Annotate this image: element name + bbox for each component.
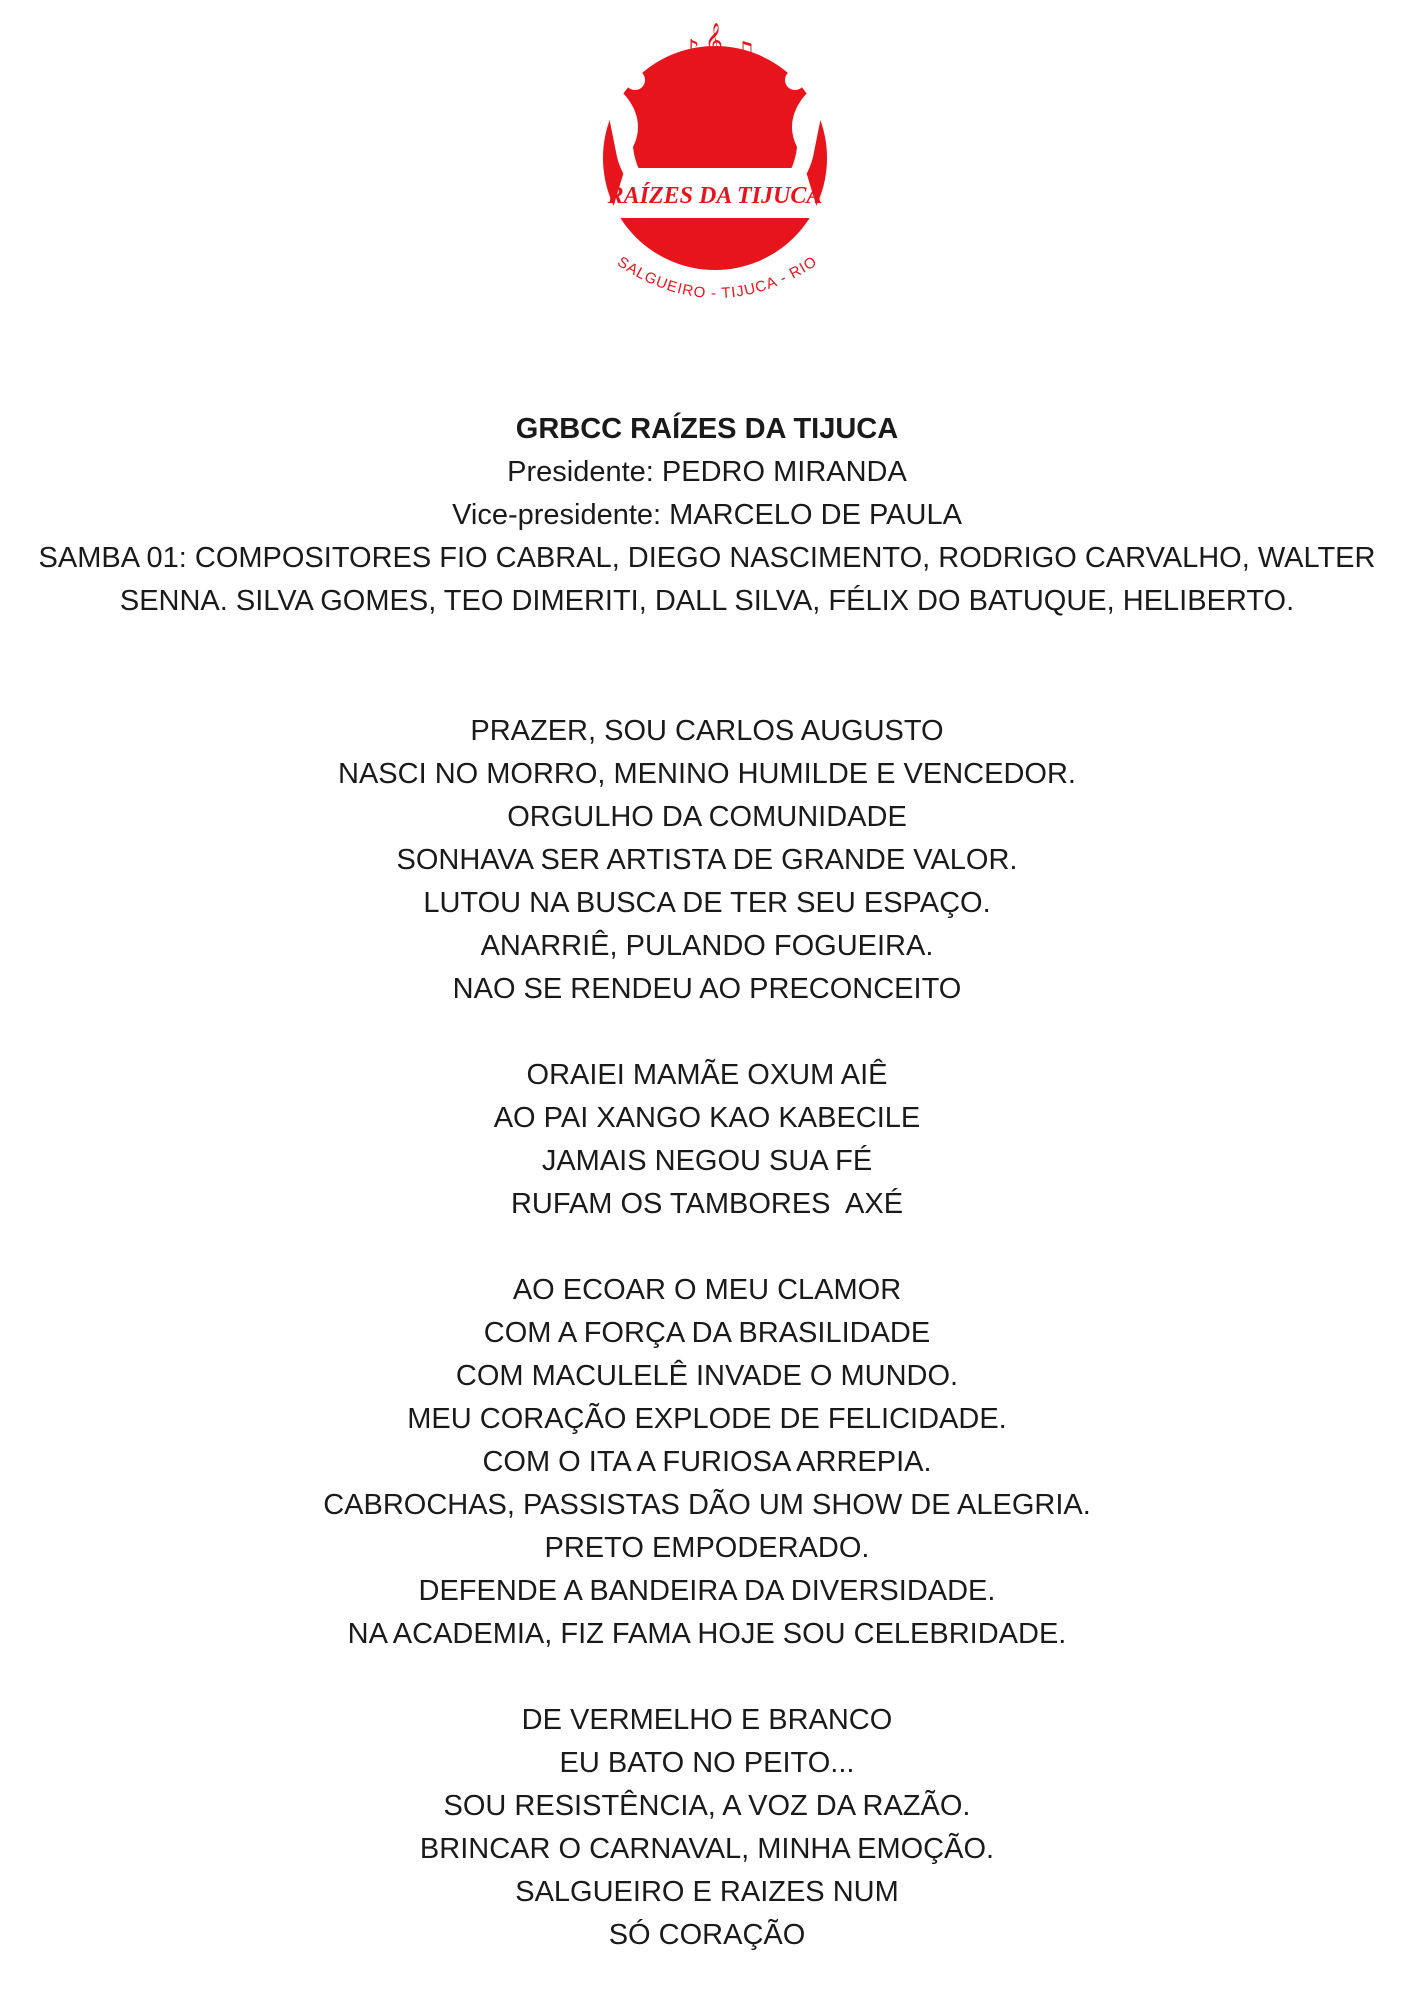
logo-emblem (555, 18, 875, 338)
logo-text-main: RAÍZES DA TIJUCA (607, 183, 823, 209)
president-line: Presidente: PEDRO MIRANDA (507, 456, 907, 488)
lyric-line: SONHAVA SER ARTISTA DE GRANDE VALOR. (396, 844, 1018, 876)
composers-line-2: SENNA. SILVA GOMES, TEO DIMERITI, DALL SILVA, FÉLIX DO BATUQUE, HELIBERTO. (119, 585, 1295, 617)
lyric-line: ANARRIÊ, PULANDO FOGUEIRA. (480, 930, 934, 962)
lyric-line: BRINCAR O CARNAVAL, MINHA EMOÇÃO. (419, 1833, 995, 1865)
lyric-line: MEU CORAÇÃO EXPLODE DE FELICIDADE. (407, 1403, 1007, 1435)
lyric-line: DEFENDE A BANDEIRA DA DIVERSIDADE. (418, 1575, 996, 1607)
lyric-line: JAMAIS NEGOU SUA FÉ (541, 1145, 873, 1177)
lyric-line: SOU RESISTÊNCIA, A VOZ DA RAZÃO. (443, 1790, 971, 1822)
lyric-line: SÓ CORAÇÃO (608, 1919, 806, 1951)
lyric-line: ORAIEI MAMÃE OXUM AIÊ (526, 1059, 888, 1091)
vice-president-line: Vice-presidente: MARCELO DE PAULA (452, 499, 962, 531)
lyric-line: EU BATO NO PEITO... (559, 1747, 855, 1779)
logo-text-bottom: SALGUEIRO - TIJUCA - RIO (614, 252, 821, 303)
lyric-line: NA ACADEMIA, FIZ FAMA HOJE SOU CELEBRIDADE. (347, 1618, 1067, 1650)
lyric-line: RUFAM OS TAMBORES AXÉ (510, 1188, 904, 1220)
svg-text:♫: ♫ (733, 37, 757, 67)
lyric-line: COM A FORÇA DA BRASILIDADE (483, 1317, 931, 1349)
stanza-1 (0, 710, 1414, 1011)
svg-text:𝄞: 𝄞 (705, 23, 723, 58)
school-title: GRBCC RAÍZES DA TIJUCA (515, 413, 899, 445)
svg-text:♪: ♪ (683, 35, 700, 65)
lyric-line: PRETO EMPODERADO. (544, 1532, 870, 1564)
lyric-line: PRAZER, SOU CARLOS AUGUSTO (470, 715, 944, 747)
lyric-line: CABROCHAS, PASSISTAS DÃO UM SHOW DE ALEGRIA. (323, 1489, 1091, 1521)
lyric-line: DE VERMELHO E BRANCO (521, 1704, 893, 1736)
lyric-line: ORGULHO DA COMUNIDADE (507, 801, 907, 833)
lyric-line: NASCI NO MORRO, MENINO HUMILDE E VENCEDOR. (338, 758, 1076, 790)
lyric-line: LUTOU NA BUSCA DE TER SEU ESPAÇO. (423, 887, 991, 919)
lyric-line: COM MACULELÊ INVADE O MUNDO. (455, 1360, 959, 1392)
lyric-line: NAO SE RENDEU AO PRECONCEITO (452, 973, 962, 1005)
stanza-4 (0, 1699, 1414, 1957)
stanza-2 (0, 1054, 1414, 1226)
logo (555, 18, 875, 338)
lyric-line: COM O ITA A FURIOSA ARREPIA. (482, 1446, 932, 1478)
composers-line-1: SAMBA 01: COMPOSITORES FIO CABRAL, DIEGO NASCIMENTO, RODRIGO CARVALHO, WALTER (38, 542, 1376, 574)
stanza-3 (0, 1269, 1414, 1656)
lyric-line: SALGUEIRO E RAIZES NUM (515, 1876, 899, 1908)
lyric-line: AO PAI XANGO KAO KABECILE (493, 1102, 921, 1134)
lyric-line: AO ECOAR O MEU CLAMOR (512, 1274, 902, 1306)
header (20, 408, 1394, 623)
logo-text-top: B.C.C.R. (676, 141, 754, 163)
lyrics (0, 710, 1414, 2000)
